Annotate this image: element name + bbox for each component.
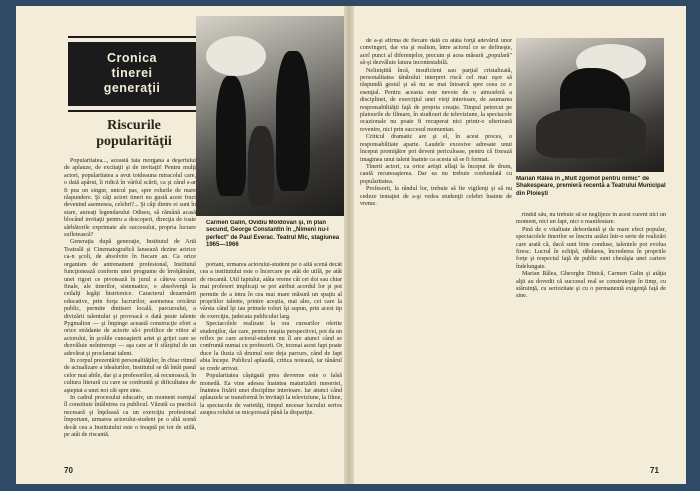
paragraph: Popularitatea câştigată prea devreme este o falsă monedă. Ea vine adesea înaintea maturizării meseriei, înaintea fixării unei discipline interioare. Iar atunci când aplauzele se transformă în invitaţii la televiziune, la filme, la spectacole de varietăţi, timpul necesar lucrului serios asupra rolului se micşorează până la dispariţie. [200, 373, 342, 417]
right-column-1 [360, 38, 512, 462]
paragraph: Neliniştită încă, insuficient sau parţial cristalizată, personalitatea tânărului interpret riscă cel mai uşor să răspundă gestul şi să nu se mai întoarcă spre ceea ce e esenţial. Pentru aceasta este nevoie de o atmosferă a disciplinei, de exerciţiul unei vieţi interioare, de asumarea responsabilităţii faţă de propria creaţie. Timpul petrecut pe platourile de filmare, în studiouri de televiziune, la spectacole ocazionale nu poate fi recuperat nici printr-o ulterioară revenire, nici prin succesul momentan. [360, 67, 512, 133]
paragraph: Marian Râlea, Gheorghe Dinică, Carmen Galin şi atâţia alţii au dovedit că succesul real se construieşte în timp, cu stăruinţă, cu seriozitate şi cu o permanentă exigenţă faţă de sine. [516, 271, 666, 300]
paragraph: Criticul dramatic are şi el, în acest proces, o responsabilitate aparte. Laudele excesive adresate unui început promiţător pot deveni periculoase, pentru că fixează imaginea unui talent înainte ca acesta să se fi format. [360, 134, 512, 163]
left-column-2 [200, 262, 342, 460]
paragraph: Pină de o vitalitate debordantă şi de mare efect popular, spectacolele tinerilor se înscriu astăzi într-o serie de realizări care arată că, dacă sunt bine conduse, talentele pot evolua firesc. Lucrul în echipă, răbdarea, încrederea în propriile forţe şi respectul faţă de public sunt chezăşia unei cariere îndelungate. [516, 226, 666, 270]
paragraph: Popularitatea..., această fata morgana a deşertului de aplauze, de excitaţii şi de invitaţii! Pentru mulţi actori, popularitatea a avut totdeauna miracolul care, o dată apărut, îi ridică în vârful scării, ca şi când s-ar fi pus un singur, unicul pas, spre rolurile de mare răspundere. Şi câţi actori tineri nu gustă acest fruct devenind asemenea, celebri?... Şi câţi dintre ei sunt în stare, aureaţi legendarului Odiseu, să rămână acasă blocând invitaţii pentru a descoperi, direcţia de toate sărbătorile exprimate ale succesului, propria lucrare sufletească? [64, 158, 196, 239]
section-header [68, 42, 196, 106]
paragraph: In corpul prezentării personalităţilor, în chiar ritmul de actualizare a idealurilor, Institutul se dă întâi pasul celor mai abile, dar şi a profesorilor, să recunoască, în cultura literară cu care se confruntă şi dificultatea de aşteptat a unei noi căi spre sine. [64, 357, 196, 394]
photo-caption-right: Marian Râlea în „Mult zgomot pentru nimic" de Shakespeare, premieră recentă a Teatrului Municipal din Ploieşti [516, 176, 666, 197]
article-title-line-1: Riscurile [107, 118, 161, 133]
paragraph: In cadrul procesului educativ, un moment esenţial îl constituie întâlnirea cu publicul. Văzută ca practică necesară şi înţeleasă ca un exerciţiu profesional împortant, urmarea actorului-student pe o altă scenă decât cea a Institutului este o treaptă pe tot de utilă, pe atât de riscantă. [64, 395, 196, 439]
header-line-3: generaţii [103, 81, 161, 95]
header-line-1: Cronica [106, 51, 158, 65]
paragraph: rindul său, nu trebuie să se neglijeze în acest curent nici un moment, nici un fapt, nici o manifestare. [516, 212, 666, 226]
page-number-left: 70 [64, 466, 73, 475]
paragraph: portant, urmarea actorului-student pe o altă scenă decât cea a institutului este o încercare pe atât de utilă, pe atât de riscantă. Util faptului, atâta vreme cât cei doi sau chiar mai profesori implicaţi se pot atribui acordul lor şi pot permite de a intra în cea mai mare măsură un spaţiu al propriilor talente, printre aceştia, mai ales, cei care la vârsta când îşi iau primele roluri îşi supun, prin acest tip de exerciţiu, judecata publicului larg. [200, 262, 342, 320]
photo-figure [276, 51, 310, 191]
photo-figure [536, 108, 646, 158]
article-title [74, 118, 194, 150]
article-title-line-2: popularităţii [96, 134, 172, 149]
photo-caption-left: Carmen Galin, Ovidiu Moldovan şi, în plan secund, George Constantin în „Nimeni nu-i perfect" de Paul Everac. Teatrul Mic, stagiunea 1965—1966 [206, 220, 340, 249]
header-line-2: tinerei [111, 66, 153, 80]
right-page [352, 6, 686, 484]
stage-photo-left [196, 16, 344, 216]
paragraph: de a-şi afirma de fiecare dată cu atâta forţă adevărul unor convingeri, dar via şi realism, între actorul ce se defineşte, acel punct al diferenţelor, precum şi acea măsură „populară" să-şi dezvăluie latura incontestabilă. [360, 38, 512, 67]
stage-photo-right [516, 38, 664, 172]
paragraph: Profesorii, la rândul lor, trebuie să fie vigilenţi şi să nu cedeze tentaţiei de a-şi vedea studenţii celebri înainte de vreme. [360, 186, 512, 207]
paragraph: Generaţia după generaţie, Institutul de Artă Teatrală şi Cinematografică lansează dezine actrice ca-n şcoli, de absolvire în fiecare an. Ca orice organism de antrenament profesional, Institutul funcţionează conform unei programe de învăţământ, unei rigori ce pivotează în jurul a câteva cursuri finale, ale tinerilor, sistematice, o absolvenţă la ceilalţi legăţi histrionice. Caracterul dezarmării educative, prin forţa lucrurilor, asemenea oricărui public, permite dintiseri locală, parcursului, a divizării talentului şi provoacă o dată peste talente Pygmalion — şi împinge această construcţie efort a orice strădanie de actorie să-i profilice de viitor al actorului, în şcolile cunoaşterii artei şi grijei care se dezvăluie neîntrerupt — aşa care ar fi sfârşitul de un adevărat şi proclamat talent. [64, 239, 196, 357]
left-column-1 [64, 158, 196, 460]
photo-highlight [206, 36, 266, 76]
header-rule-top [68, 36, 196, 38]
left-page [16, 6, 348, 484]
right-column-2 [516, 212, 666, 462]
header-rule-bottom [68, 110, 196, 112]
paragraph: Spectacolele realizate la ora cursurilor oferite studenţilor, dar care, pentru reuşita perspectivei, pot da un reflex pe care actorul-student nu îl are atunci când se confruntă numai cu profesorii. Or, tocmai acest fapt poate duce la iluzia că drumul este deja parcurs, când de fapt abia începe. Publicul aplaudă, critica notează, iar tânărul se crede arrivat. [200, 321, 342, 372]
photo-figure [248, 126, 274, 206]
paragraph: Tinerii actori, ca orice artişti aflaţi la început de drum, caută recunoaşterea. Dar ea nu trebuie confundată cu popularitatea. [360, 163, 512, 185]
photo-figure [216, 76, 246, 196]
page-number-right: 71 [650, 466, 659, 475]
